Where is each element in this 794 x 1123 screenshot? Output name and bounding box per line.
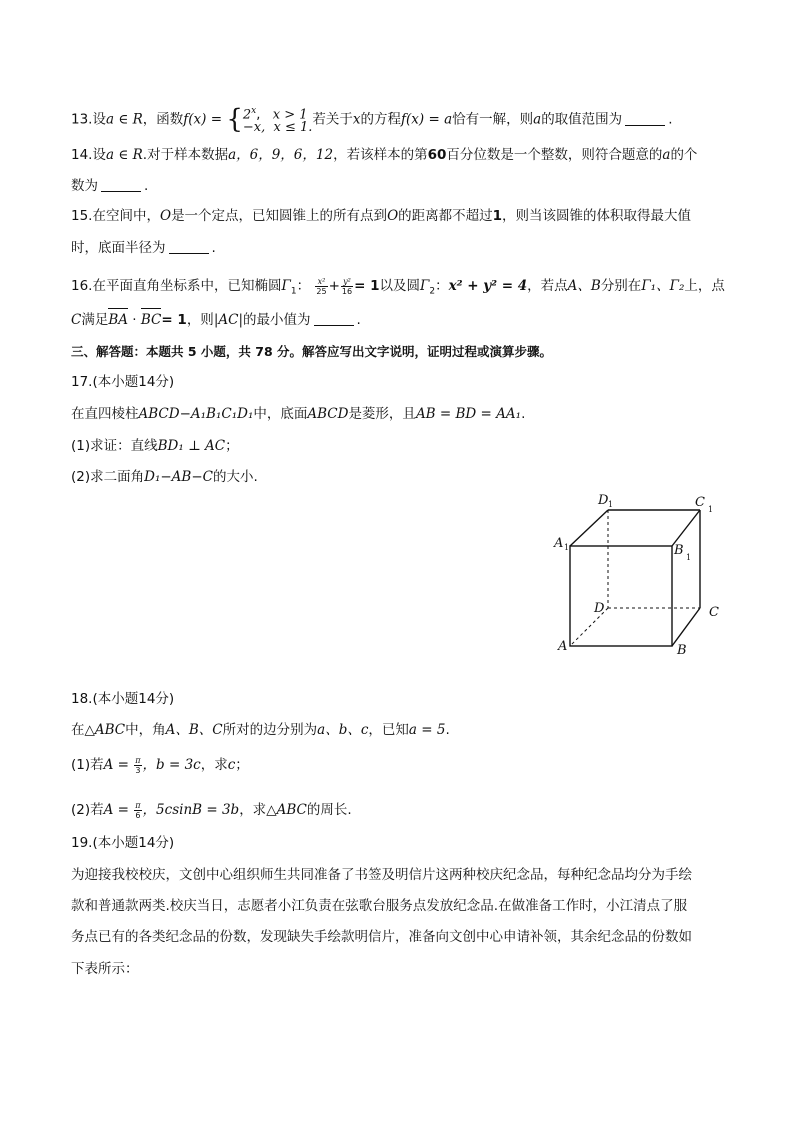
question-19-line-3: 务点已有的各类纪念品的份数，发现缺失手绘款明信片，准备向文创中心申请补领，其余纪念品的份数如: [71, 929, 692, 945]
question-15-line-1: 15.在空间中，O是一个定点，已知圆锥上的所有点到O的距离都不超过1，则当该圆锥的体积取得最大值: [71, 208, 692, 224]
svg-text:1: 1: [686, 553, 692, 562]
label-c: C: [709, 605, 719, 620]
question-19-line-2: 款和普通款两类.校庆当日，志愿者小江负责在弦歌台服务点发放纪念品.在做准备工作时，小江清点了服: [71, 898, 688, 914]
question-19-line-4: 下表所示：: [71, 961, 139, 977]
section-3-heading: 三、解答题：本题共 5 小题，共 78 分。解答应写出文字说明，证明过程或演算步骤。: [71, 344, 553, 359]
label-b1: B: [674, 543, 684, 558]
piecewise-cases: 2$^x$, x > 1 −x, x ≤ 1.: [242, 106, 313, 136]
question-18-part-2: (2)若A = $\frac{\pi}{6}$ ，5csinB = 3b，求△ABC的周长.: [71, 800, 352, 820]
fraction-y2-16: $\frac{\text{y²}}{16}$: [341, 276, 353, 296]
edge-c-b: [672, 608, 700, 646]
question-15-line-2: 时，底面半径为 .: [71, 240, 216, 256]
label-b: B: [677, 643, 687, 658]
question-17-head: 17.(本小题14分): [71, 374, 175, 390]
question-16-line-1: 16.在平面直角坐标系中，已知椭圆$\Gamma_1$： $\frac{\text{x²}}{25}$ + $\frac{\text{y²}}{16}$ = 1以及圆$\Gamma_2$：x² + y² = 4，若点A、B分别在Γ₁、Γ₂上，点: [71, 276, 725, 297]
answer-blank[interactable]: [314, 311, 354, 326]
piecewise-brace: {: [226, 104, 243, 135]
edge-c1-b1: [672, 510, 700, 546]
question-18-part-1: (1)若A = $\frac{\pi}{3}$ ，b = 3c，求c；: [71, 755, 249, 775]
label-c1: C: [695, 495, 705, 510]
question-19-line-1: 为迎接我校校庆，文创中心组织师生共同准备了书签及明信片这两种校庆纪念品，每种纪念品均分为手绘: [71, 867, 692, 883]
fraction-pi-6: $\frac{\pi}{6}$: [135, 800, 141, 820]
answer-blank[interactable]: [169, 239, 209, 254]
fraction-x2-25: $\frac{\text{x²}}{25}$: [316, 276, 327, 296]
label-d1: D: [598, 493, 609, 508]
prism-figure: [550, 490, 730, 660]
question-17-part-1: (1)求证：直线BD₁ ⊥ AC；: [71, 438, 239, 454]
answer-blank[interactable]: [625, 111, 665, 126]
fraction-pi-3: $\frac{\pi}{3}$: [135, 755, 141, 775]
question-19-head: 19.(本小题14分): [71, 835, 175, 851]
edge-a1-d1: [570, 510, 608, 546]
question-13: 13.设a ∈ R，函数f(x) = {2$^x$, x > 1 −x, x ≤ 1.若关于x的方程f(x) = a恰有一解，则a的取值范围为 .: [71, 104, 673, 136]
label-a: A: [558, 639, 568, 654]
question-17-part-2: (2)求二面角D₁−AB−C的大小.: [71, 469, 258, 485]
question-16-line-2: C满足BA · BC= 1，则|AC|的最小值为 .: [71, 312, 361, 328]
question-14-line-1: 14.设a ∈ R.对于样本数据a，6，9，6，12，若该样本的第60百分位数是一个整数，则符合题意的a的个: [71, 147, 698, 163]
svg-text:1: 1: [708, 505, 714, 514]
svg-text:1: 1: [608, 500, 614, 509]
label-a1: A: [554, 536, 564, 551]
question-17-stem: 在直四棱柱ABCD−A₁B₁C₁D₁中，底面ABCD是菱形，且AB = BD = AA₁.: [71, 406, 526, 422]
question-18-stem: 在△ABC中，角A、B、C所对的边分别为a、b、c，已知a = 5.: [71, 722, 450, 738]
question-18-head: 18.(本小题14分): [71, 691, 175, 707]
answer-blank[interactable]: [101, 177, 141, 192]
question-14-line-2: 数为 .: [71, 178, 149, 194]
label-d: D: [594, 601, 605, 616]
svg-text:1: 1: [564, 543, 570, 552]
